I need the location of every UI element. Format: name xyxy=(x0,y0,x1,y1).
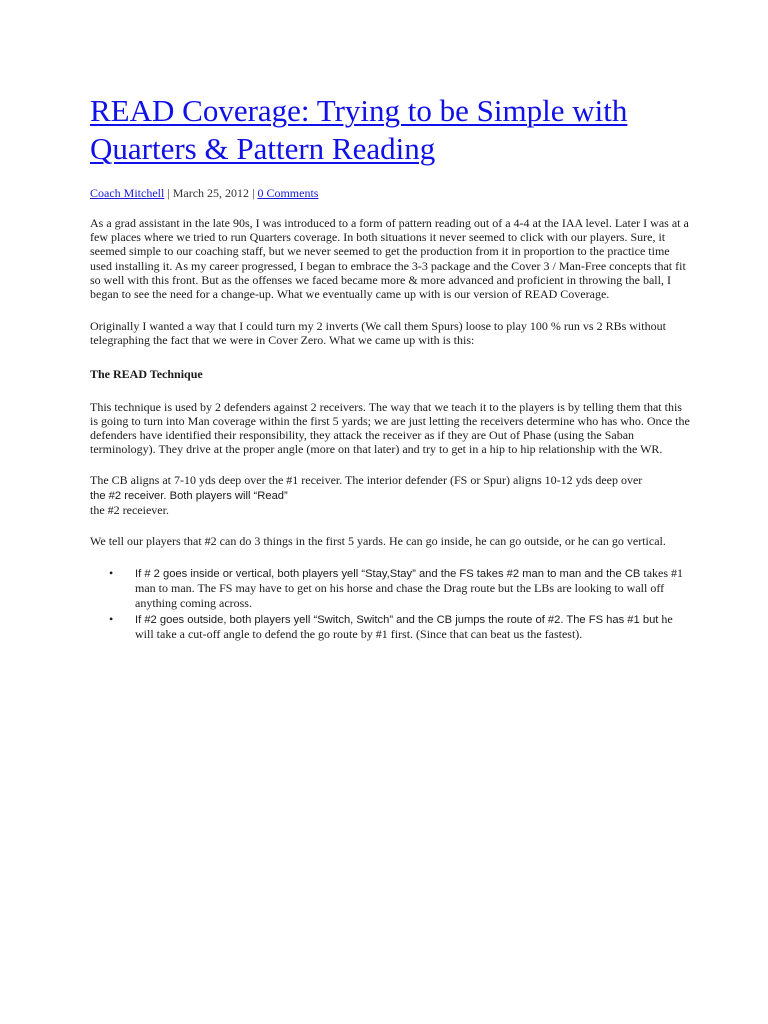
author-link[interactable]: Coach Mitchell xyxy=(90,186,165,200)
paragraph-options: We tell our players that #2 can do 3 things in the first 5 yards. He can go inside, he can go outside, or he can go vertical. xyxy=(90,534,666,549)
list-item-lead: If #2 goes outside, both players yell “Switch, Switch” and the CB jumps the route of #2. The FS has #1 but xyxy=(135,613,659,626)
paragraph-spurs: Originally I wanted a way that I could turn my 2 inverts (We call them Spurs) loose to play 100 % run vs 2 RBs without telegraphing the fact that we were in Cover Zero. What we came up with is this: xyxy=(90,319,666,348)
post-date: March 25, 2012 xyxy=(172,186,250,200)
article-title xyxy=(90,0,690,168)
paragraph-alignment xyxy=(90,473,690,517)
section-heading: The READ Technique xyxy=(90,366,203,381)
intro-paragraph: As a grad assistant in the late 90s, I was introduced to a form of pattern reading out of a 4-4 at the IAA level. Later I was at a few places where we tried to run Quarters coverage. In both situations it never seemed to click with our players. Sure, it seemed simple to our coaching staff, but we never seemed to get the production from it in proportion to the practice time used installing it. As my career progressed, I began to embrace the 3-3 package and the Cover 3 / Man-Free concepts that fit so well with this front. But as the offenses we faced became more & more advanced and proficient in throwing the ball, I began to see the need for a change-up. What we eventually came up with is our version of READ Coverage. xyxy=(90,216,689,302)
list-item-lead: If # 2 goes inside or vertical, both players yell “Stay,Stay” and the FS takes #2 man to man and the CB xyxy=(135,568,641,581)
bullet-icon: • xyxy=(109,566,114,581)
list-item xyxy=(109,566,690,610)
paragraph-technique: This technique is used by 2 defenders against 2 receivers. The way that we teach it to the players is by telling them that this is going to turn into Man coverage within the first 5 yards; we are just letting the receivers determine who has who. Once the defenders have identified their responsibility, they attack the receiver as if they are Out of Phase (using the Saban terminology). They drive at the proper angle (more on that later) and try to get in a hip to hip relationship with the WR. xyxy=(90,399,690,457)
meta-separator: | xyxy=(164,186,173,200)
list-item-text: takes #1 man to man. The FS may have to get on his horse and chase the Drag route but the LBs are looking to wall off anything coming across. xyxy=(135,566,684,610)
article-title-link[interactable]: READ Coverage: Trying to be Simple with Quarters & Pattern Reading xyxy=(90,93,628,166)
alignment-text: The CB aligns at 7-10 yds deep over the #1 receiver. The interior defender (FS or Spur) aligns 10-12 yds deep over xyxy=(90,473,643,488)
meta-separator: | xyxy=(249,186,258,200)
alignment-receiver-text: the #2 receiever. xyxy=(90,502,169,517)
alignment-read-text: the #2 receiver. Both players will “Read” xyxy=(90,489,288,502)
read-rules-list xyxy=(90,566,690,641)
article xyxy=(90,0,690,643)
bullet-icon: • xyxy=(109,611,114,626)
article-meta xyxy=(90,185,690,201)
list-item xyxy=(109,611,690,642)
list-item-text: he will take a cut-off angle to defend the go route by #1 first. (Since that can beat us the fastest). xyxy=(135,611,673,642)
comments-link[interactable]: 0 Comments xyxy=(257,186,319,200)
